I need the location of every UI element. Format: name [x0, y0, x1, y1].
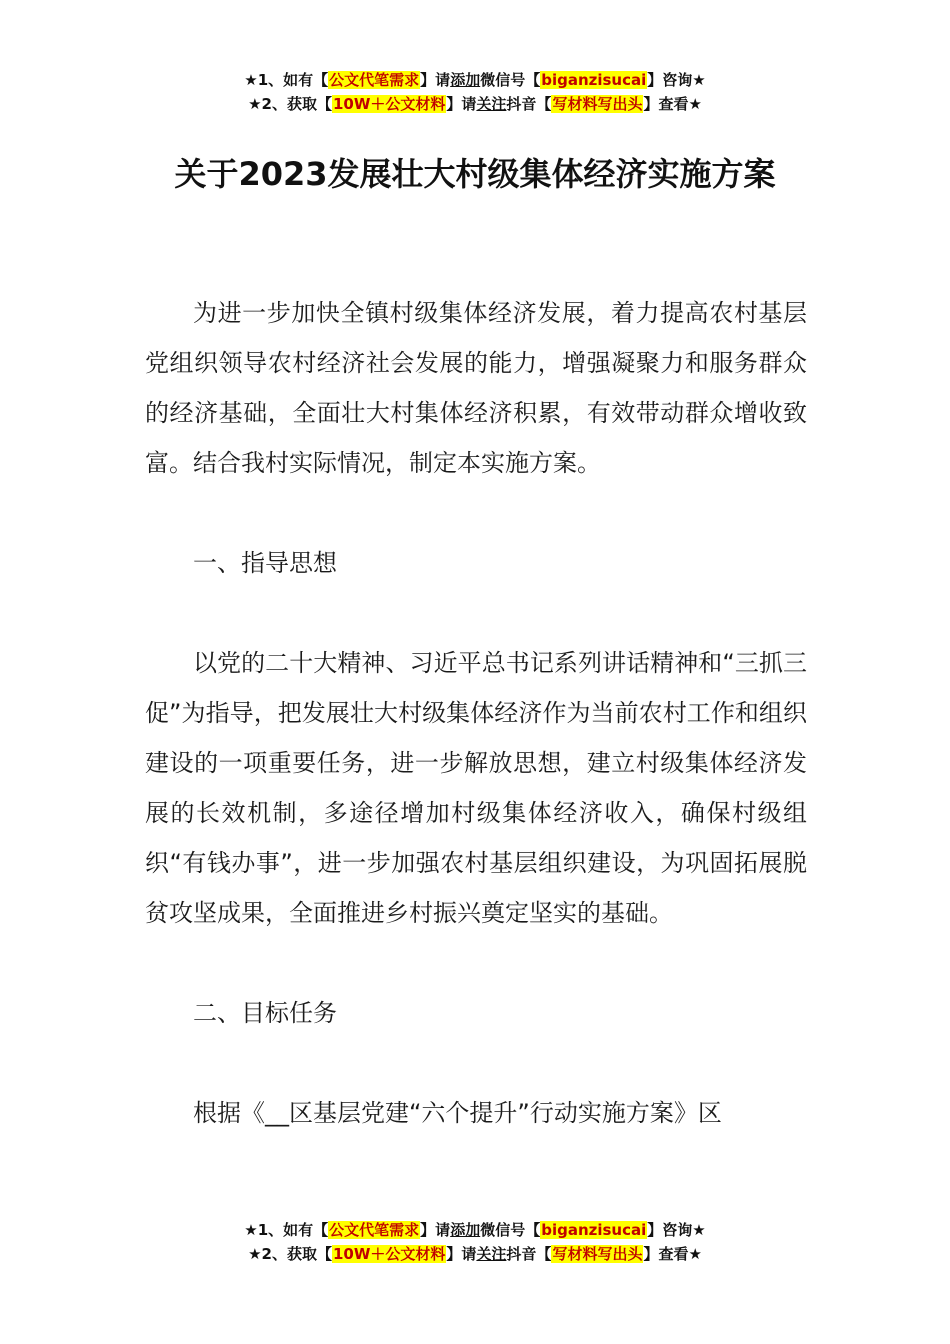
promo-highlight: biganzisucai — [541, 1221, 647, 1239]
document-body — [145, 288, 807, 1138]
promo-highlight: 写材料写出头 — [552, 1245, 643, 1263]
promo-underlined-text: 添加 — [450, 1221, 481, 1239]
promo-highlight: 10W＋公文材料 — [332, 95, 446, 113]
promo-text: 】查看★ — [643, 95, 702, 113]
body-paragraph: 根据《__区基层党建“六个提升”行动实施方案》区 — [193, 1099, 722, 1127]
promo-text: 抖音【 — [506, 1245, 552, 1263]
paragraph-spacer — [145, 588, 807, 638]
promo-highlight: biganzisucai — [541, 71, 647, 89]
promo-text: 】查看★ — [643, 1245, 702, 1263]
promo-highlight: 10W＋公文材料 — [332, 1245, 446, 1263]
paragraph-spacer — [145, 1038, 807, 1088]
promo-text: 微信号【 — [480, 1221, 541, 1239]
intro-paragraph: 为进一步加快全镇村级集体经济发展，着力提高农村基层党组织领导农村经济社会发展的能力，增强凝聚力和服务群众的经济基础，全面壮大村集体经济积累，有效带动群众增收致富。结合我村实际情况，制定本实施方案。 — [145, 299, 807, 477]
section-heading: 一、指导思想 — [193, 549, 337, 577]
promo-highlight: 写材料写出头 — [552, 95, 643, 113]
promo-text: 】请 — [420, 71, 451, 89]
paragraph-spacer — [145, 938, 807, 988]
promo-line-1 — [0, 1218, 950, 1242]
promo-highlight: 公文代笔需求 — [329, 71, 420, 89]
promo-underlined-text: 关注 — [476, 1245, 507, 1263]
promo-underlined-text: 关注 — [476, 95, 507, 113]
promo-text: ★1、如有【 — [244, 1221, 329, 1239]
promo-text: 抖音【 — [506, 95, 552, 113]
promo-text: 】咨询★ — [647, 71, 706, 89]
promo-line-2 — [0, 1242, 950, 1266]
promo-text: ★2、获取【 — [248, 95, 332, 113]
promo-text: 】请 — [420, 1221, 451, 1239]
promo-underlined-text: 添加 — [450, 71, 481, 89]
promo-text: ★1、如有【 — [244, 71, 329, 89]
promo-highlight: 公文代笔需求 — [329, 1221, 420, 1239]
promo-text: 】咨询★ — [647, 1221, 706, 1239]
promo-text: 】请 — [446, 1245, 477, 1263]
promo-line-1 — [0, 68, 950, 92]
promo-text: 微信号【 — [480, 71, 541, 89]
promo-text: 】请 — [446, 95, 477, 113]
body-paragraph: 以党的二十大精神、习近平总书记系列讲话精神和“三抓三促”为指导，把发展壮大村级集体经济作为当前农村工作和组织建设的一项重要任务，进一步解放思想，建立村级集体经济发展的长效机制，多途径增加村级集体经济收入，确保村级组织“有钱办事”，进一步加强农村基层组织建设，为巩固拓展脱贫攻坚成果，全面推进乡村振兴奠定坚实的基础。 — [145, 649, 807, 927]
footer-promo-banner — [0, 1218, 950, 1266]
promo-line-2 — [0, 92, 950, 116]
header-promo-banner — [0, 68, 950, 116]
paragraph-spacer — [145, 488, 807, 538]
section-heading: 二、目标任务 — [193, 999, 337, 1027]
document-title: 关于2023发展壮大村级集体经济实施方案 — [174, 155, 776, 193]
promo-text: ★2、获取【 — [248, 1245, 332, 1263]
